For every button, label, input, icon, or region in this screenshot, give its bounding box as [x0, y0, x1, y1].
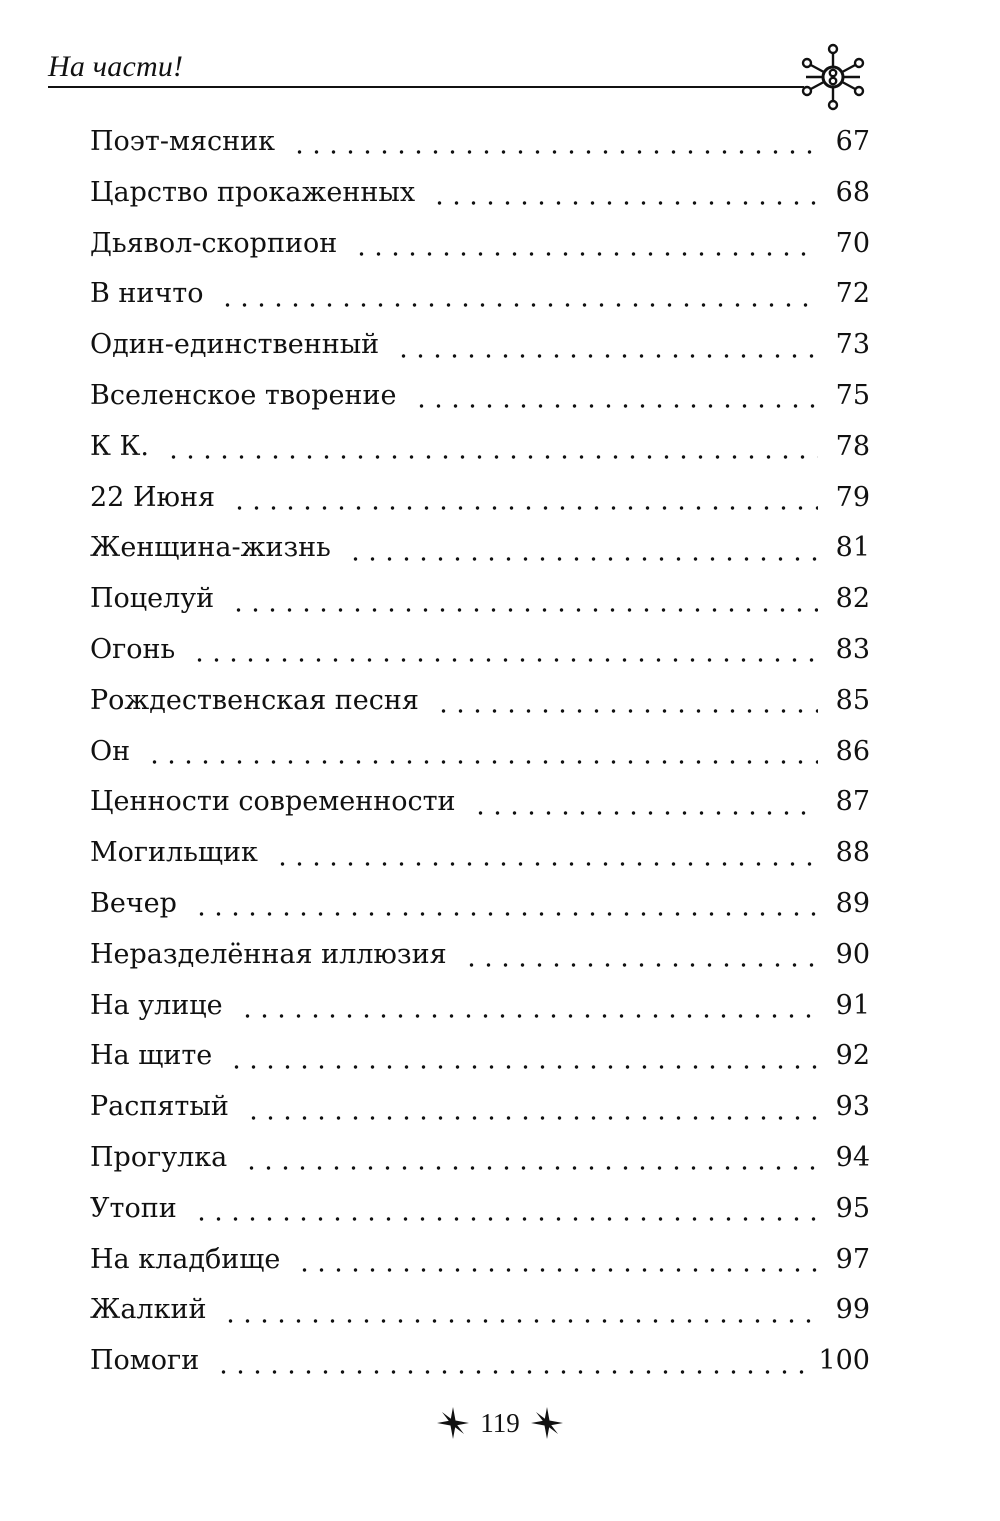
toc-entry-page: 94 [835, 1141, 870, 1173]
toc-entry [90, 1341, 870, 1392]
toc-entry-title: Один-единственный [90, 329, 380, 361]
header-rule [48, 86, 804, 88]
toc-entry-title: Поцелуй [90, 583, 215, 615]
star-burst-icon [530, 1406, 564, 1440]
toc-entry-title: Огонь [90, 633, 176, 665]
dot-leader [431, 201, 818, 205]
toc-entry [90, 1087, 870, 1138]
dot-leader [231, 506, 818, 510]
toc-entry-title: Утопи [90, 1192, 177, 1224]
toc-entry-page: 75 [835, 379, 870, 411]
toc-entry [90, 681, 870, 732]
toc-entry-page: 99 [835, 1294, 870, 1326]
toc-entry-page: 70 [835, 227, 870, 259]
dot-leader [435, 709, 818, 713]
dot-leader [353, 252, 818, 256]
toc-entry [90, 986, 870, 1037]
toc-entry-page: 85 [835, 684, 870, 716]
toc-entry-page: 88 [835, 837, 870, 869]
toc-entry-page: 78 [835, 430, 870, 462]
dot-leader [228, 1065, 818, 1069]
toc-entry-title: Царство прокаженных [90, 176, 416, 208]
toc-entry-title: Жалкий [90, 1294, 207, 1326]
toc-entry [90, 833, 870, 884]
toc-entry [90, 732, 870, 783]
toc-entry-title: Помоги [90, 1345, 200, 1377]
toc-entry-title: На улице [90, 989, 223, 1021]
dot-leader [193, 1217, 818, 1221]
toc-entry-page: 95 [835, 1192, 870, 1224]
toc-entry-page: 89 [835, 887, 870, 919]
dot-leader [239, 1014, 818, 1018]
toc-entry [90, 173, 870, 224]
dot-leader [463, 963, 818, 967]
running-header [48, 42, 868, 102]
toc-entry [90, 935, 870, 986]
toc-entry-title: В ничто [90, 278, 204, 310]
dot-leader [413, 404, 818, 408]
toc-entry-page: 83 [835, 633, 870, 665]
toc-entry-title: Рождественская песня [90, 684, 419, 716]
toc-entry-title: Могильщик [90, 837, 258, 869]
table-of-contents [90, 122, 870, 1392]
dot-leader [296, 1268, 818, 1272]
toc-entry [90, 1189, 870, 1240]
toc-entry-title: На кладбище [90, 1243, 281, 1275]
dot-leader [193, 912, 818, 916]
toc-entry-title: 22 Июня [90, 481, 216, 513]
page-footer [0, 1398, 1000, 1448]
dot-leader [291, 150, 818, 154]
dot-leader [215, 1370, 812, 1374]
toc-entry-page: 73 [835, 329, 870, 361]
dot-leader [230, 608, 818, 612]
toc-entry [90, 478, 870, 529]
dot-leader [146, 760, 818, 764]
toc-entry-title: Вселенское творение [90, 379, 397, 411]
toc-entry [90, 1036, 870, 1087]
toc-entry-page: 93 [835, 1091, 870, 1123]
toc-entry-page: 91 [835, 989, 870, 1021]
dot-leader [243, 1166, 818, 1170]
dot-leader [395, 354, 818, 358]
toc-entry [90, 376, 870, 427]
toc-entry-title: Прогулка [90, 1141, 228, 1173]
toc-entry [90, 427, 870, 478]
toc-entry [90, 884, 870, 935]
dot-leader [245, 1116, 818, 1120]
toc-entry-title: К К. [90, 430, 149, 462]
toc-entry [90, 122, 870, 173]
toc-entry [90, 630, 870, 681]
star-burst-icon [436, 1406, 470, 1440]
toc-entry [90, 325, 870, 376]
toc-entry-title: Неразделённая иллюзия [90, 938, 447, 970]
ornament-icon [798, 42, 868, 112]
toc-entry-page: 97 [835, 1243, 870, 1275]
toc-entry-page: 87 [835, 786, 870, 818]
toc-entry-page: 90 [835, 938, 870, 970]
toc-entry-page: 72 [835, 278, 870, 310]
toc-entry [90, 224, 870, 275]
toc-entry [90, 528, 870, 579]
toc-entry [90, 1240, 870, 1291]
toc-entry-page: 81 [835, 532, 870, 564]
toc-entry-page: 100 [818, 1345, 870, 1377]
toc-entry-title: Распятый [90, 1091, 229, 1123]
dot-leader [191, 658, 818, 662]
toc-entry-title: На щите [90, 1040, 213, 1072]
dot-leader [165, 455, 818, 459]
toc-entry [90, 1138, 870, 1189]
header-title: На части! [48, 50, 184, 83]
dot-leader [219, 303, 818, 307]
toc-entry [90, 579, 870, 630]
toc-entry-page: 67 [835, 126, 870, 157]
toc-entry [90, 274, 870, 325]
toc-entry-page: 68 [835, 176, 870, 208]
toc-entry-title: Женщина-жизнь [90, 532, 331, 564]
dot-leader [274, 862, 818, 866]
dot-leader [347, 557, 818, 561]
toc-entry-title: Дьявол-скорпион [90, 227, 338, 259]
toc-entry-title: Поэт-мясник [90, 126, 276, 157]
toc-entry-title: Вечер [90, 887, 177, 919]
toc-entry-page: 86 [835, 735, 870, 767]
dot-leader [222, 1319, 818, 1323]
toc-entry-page: 79 [835, 481, 870, 513]
toc-entry [90, 782, 870, 833]
toc-entry [90, 1290, 870, 1341]
toc-entry-page: 82 [835, 583, 870, 615]
dot-leader [472, 811, 818, 815]
toc-entry-title: Он [90, 735, 131, 767]
page-number: 119 [480, 1407, 520, 1438]
toc-entry-title: Ценности современности [90, 786, 456, 818]
toc-entry-page: 92 [835, 1040, 870, 1072]
